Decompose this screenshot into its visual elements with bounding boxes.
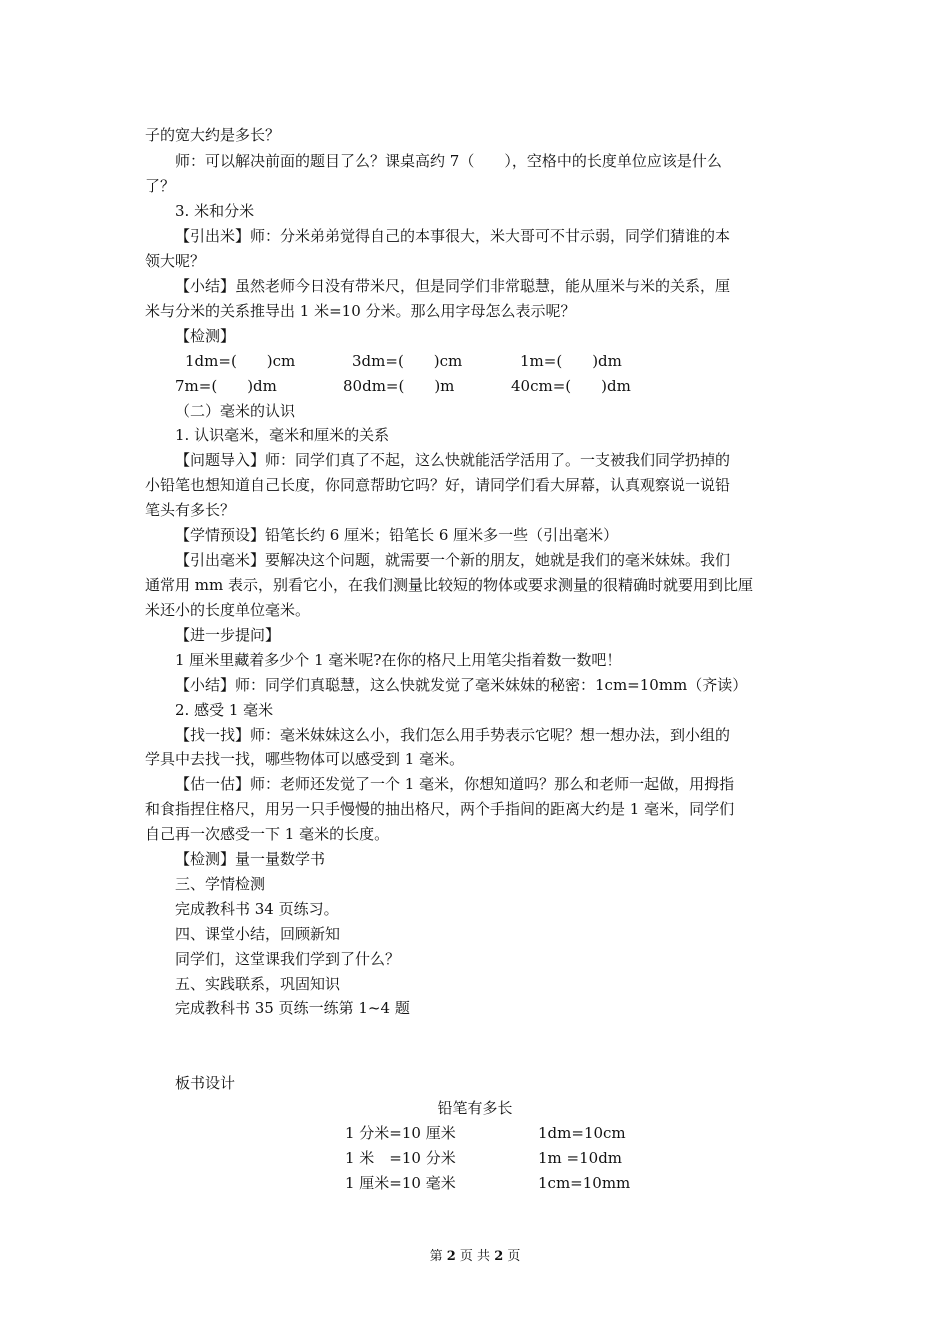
board-equation: 1 分米=10 厘米 (345, 1124, 456, 1142)
section-heading: 2. 感受 1 毫米 (175, 701, 274, 719)
text-line: 【检测】 (175, 327, 236, 345)
exercise-item: 40cm=( )dm (511, 377, 631, 395)
board-equation: 1cm=10mm (538, 1174, 631, 1192)
board-title: 铅笔有多长 (437, 1099, 513, 1117)
exercise-item: 1m=( )dm (520, 352, 622, 370)
text-line: 【学情预设】铅笔长约 6 厘米；铅笔长 6 厘米多一些（引出毫米） (175, 526, 619, 544)
text-line: 【问题导入】师：同学们真了不起，这么快就能活学活用了。一支被我们同学扔掉的 (175, 451, 731, 469)
text-line: 和食指捏住格尺，用另一只手慢慢的抽出格尺，两个手指间的距离大约是 1 毫米，同学们 (145, 800, 735, 818)
text-line: 【引出毫米】要解决这个问题，就需要一个新的朋友，她就是我们的毫米妹妹。我们 (175, 551, 731, 569)
exercise-item: 7m=( )dm (175, 377, 277, 395)
exercise-item: 3dm=( )cm (352, 352, 463, 370)
text-line: 【小结】师：同学们真聪慧，这么快就发觉了毫米妹妹的秘密：1cm=10mm（齐读） (175, 676, 748, 694)
footer-prefix: 第 (429, 1249, 447, 1264)
text-line: 子的宽大约是多长？ (145, 126, 281, 144)
section-heading: 五、实践联系，巩固知识 (175, 975, 341, 993)
text-line: 自己再一次感受一下 1 毫米的长度。 (145, 825, 390, 843)
text-line: 米与分米的关系推导出 1 米=10 分米。那么用字母怎么表示呢？ (145, 302, 576, 320)
footer-middle: 页 共 (455, 1249, 495, 1264)
section-heading: （二）毫米的认识 (175, 402, 296, 420)
text-line: 了？ (145, 177, 176, 195)
board-design-heading: 板书设计 (175, 1074, 236, 1092)
page-footer (0, 1248, 950, 1266)
section-heading: 四、课堂小结，回顾新知 (175, 925, 341, 943)
current-page-number: 2 (446, 1249, 456, 1264)
text-line: 【估一估】师：老师还发觉了一个 1 毫米，你想知道吗？那么和老师一起做，用拇指 (175, 775, 735, 793)
text-line: 完成教科书 35 页练一练第 1~4 题 (175, 999, 410, 1017)
board-equation: 1dm=10cm (538, 1124, 626, 1142)
text-line: 1 厘米里藏着多少个 1 毫米呢?在你的格尺上用笔尖指着数一数吧！ (175, 651, 622, 669)
text-line: 【小结】虽然老师今日没有带米尺，但是同学们非常聪慧，能从厘米与米的关系，厘 (175, 277, 731, 295)
board-equation: 1m =10dm (538, 1149, 623, 1167)
text-line: 【进一步提问】 (175, 626, 281, 644)
text-line: 领大呢？ (145, 252, 206, 270)
exercise-item: 80dm=( )m (343, 377, 455, 395)
text-line: 完成教科书 34 页练习。 (175, 900, 339, 918)
section-heading: 1. 认识毫米，毫米和厘米的关系 (175, 426, 390, 444)
text-line: 米还小的长度单位毫米。 (145, 601, 311, 619)
board-equation: 1 米 =10 分米 (345, 1149, 456, 1167)
text-line: 通常用 mm 表示，别看它小，在我们测量比较短的物体或要求测量的很精确时就要用到比厘 (145, 576, 753, 594)
text-line: 【检测】量一量数学书 (175, 850, 326, 868)
text-line: 【找一找】师：毫米妹妹这么小，我们怎么用手势表示它呢？想一想办法，到小组的 (175, 726, 731, 744)
text-line: 【引出米】师：分米弟弟觉得自己的本事很大，米大哥可不甘示弱，同学们猜谁的本 (175, 227, 731, 245)
exercise-item: 1dm=( )cm (185, 352, 296, 370)
section-heading: 三、学情检测 (175, 875, 266, 893)
board-equation: 1 厘米=10 毫米 (345, 1174, 456, 1192)
text-line: 学具中去找一找，哪些物体可以感受到 1 毫米。 (145, 750, 465, 768)
text-line: 小铅笔也想知道自己长度，你同意帮助它吗？好，请同学们看大屏幕，认真观察说一说铅 (145, 476, 731, 494)
section-heading: 3. 米和分米 (175, 202, 255, 220)
total-page-number: 2 (494, 1249, 504, 1264)
footer-suffix: 页 (503, 1249, 521, 1264)
text-line: 同学们，这堂课我们学到了什么？ (175, 950, 401, 968)
text-line: 笔头有多长？ (145, 501, 236, 519)
text-line: 师：可以解决前面的题目了么？课桌高约 7（ ），空格中的长度单位应该是什么 (175, 152, 722, 170)
